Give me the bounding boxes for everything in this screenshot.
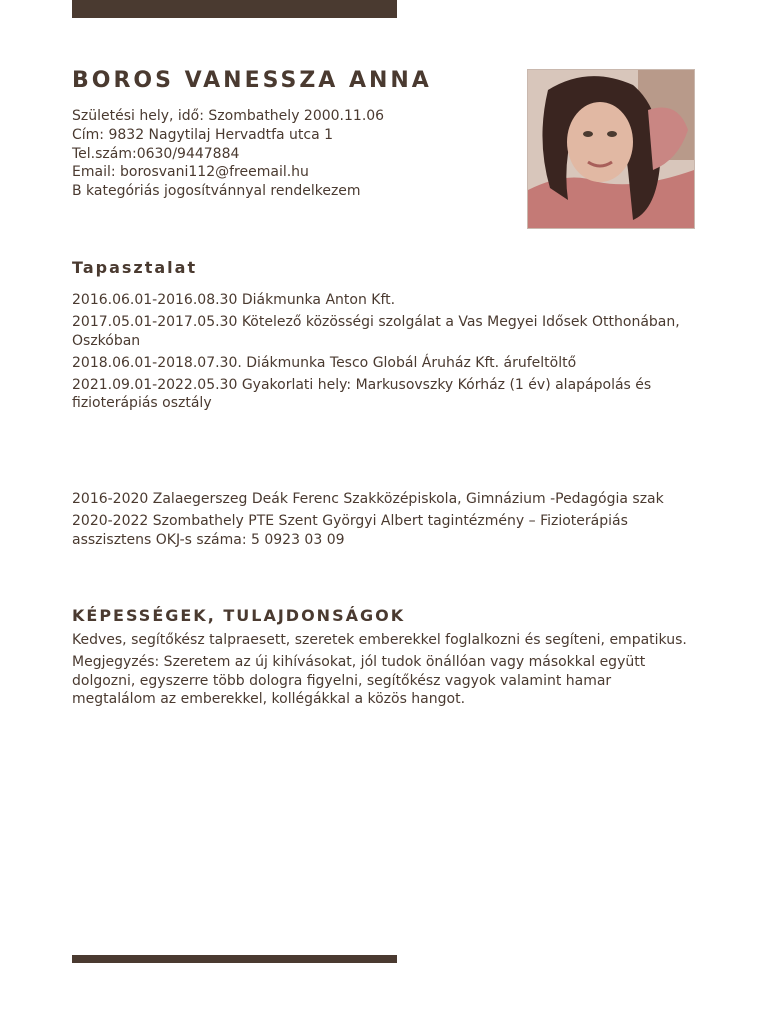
skills-item: Kedves, segítőkész talpraesett, szeretek emberekkel foglalkozni és segíteni, empatikus. bbox=[72, 632, 687, 648]
top-decorative-bar bbox=[72, 0, 397, 18]
education-list bbox=[72, 490, 697, 553]
experience-item: 2016.06.01-2016.08.30 Diákmunka Anton Kft. bbox=[72, 292, 396, 308]
experience-item: 2018.06.01-2018.07.30. Diákmunka Tesco Globál Áruház Kft. árufeltöltő bbox=[72, 354, 577, 371]
skills-heading: KÉPESSÉGEK, TULAJDONSÁGOK bbox=[72, 606, 406, 625]
phone-number: Tel.szám:0630/9447884 bbox=[72, 145, 240, 162]
email-address: Email: borosvani112@freemail.hu bbox=[72, 164, 309, 181]
profile-photo-image bbox=[528, 70, 694, 228]
experience-item: 2021.09.01-2022.05.30 Gyakorlati hely: Markusovszky Kórház (1 év) alapápolás és fizioterápiás osztály bbox=[72, 376, 652, 411]
contact-details bbox=[72, 107, 512, 201]
birth-info: Születési hely, idő: Szombathely 2000.11.06 bbox=[72, 108, 385, 124]
experience-item: 2017.05.01-2017.05.30 Kötelező közösségi szolgálat a Vas Megyei Idősek Otthonában, Oszkóban bbox=[72, 314, 680, 349]
experience-heading: Tapasztalat bbox=[72, 258, 198, 277]
education-item: 2016-2020 Zalaegerszeg Deák Ferenc Szakközépiskola, Gimnázium -Pedagógia szak bbox=[72, 491, 664, 507]
bottom-decorative-bar bbox=[72, 955, 397, 963]
skills-list bbox=[72, 631, 697, 712]
experience-list bbox=[72, 291, 697, 416]
address: Cím: 9832 Nagytilaj Hervadtfa utca 1 bbox=[72, 126, 334, 143]
education-item: 2020-2022 Szombathely PTE Szent Györgyi Albert tagintézmény – Fizioterápiás asszisztens OKJ-s száma: 5 0923 03 09 bbox=[72, 513, 628, 548]
driving-license: B kategóriás jogosítvánnyal rendelkezem bbox=[72, 183, 361, 200]
profile-photo bbox=[527, 69, 695, 229]
skills-note: Megjegyzés: Szeretem az új kihívásokat, jól tudok önállóan vagy másokkal együtt dolgozni, egyszerre több dologra figyelni, segítőkész vagyok valamint hamar megtalálom az emberekkel, kollégákkal a közös hangot. bbox=[72, 654, 646, 707]
candidate-name: BOROS VANESSZA ANNA bbox=[72, 68, 432, 93]
